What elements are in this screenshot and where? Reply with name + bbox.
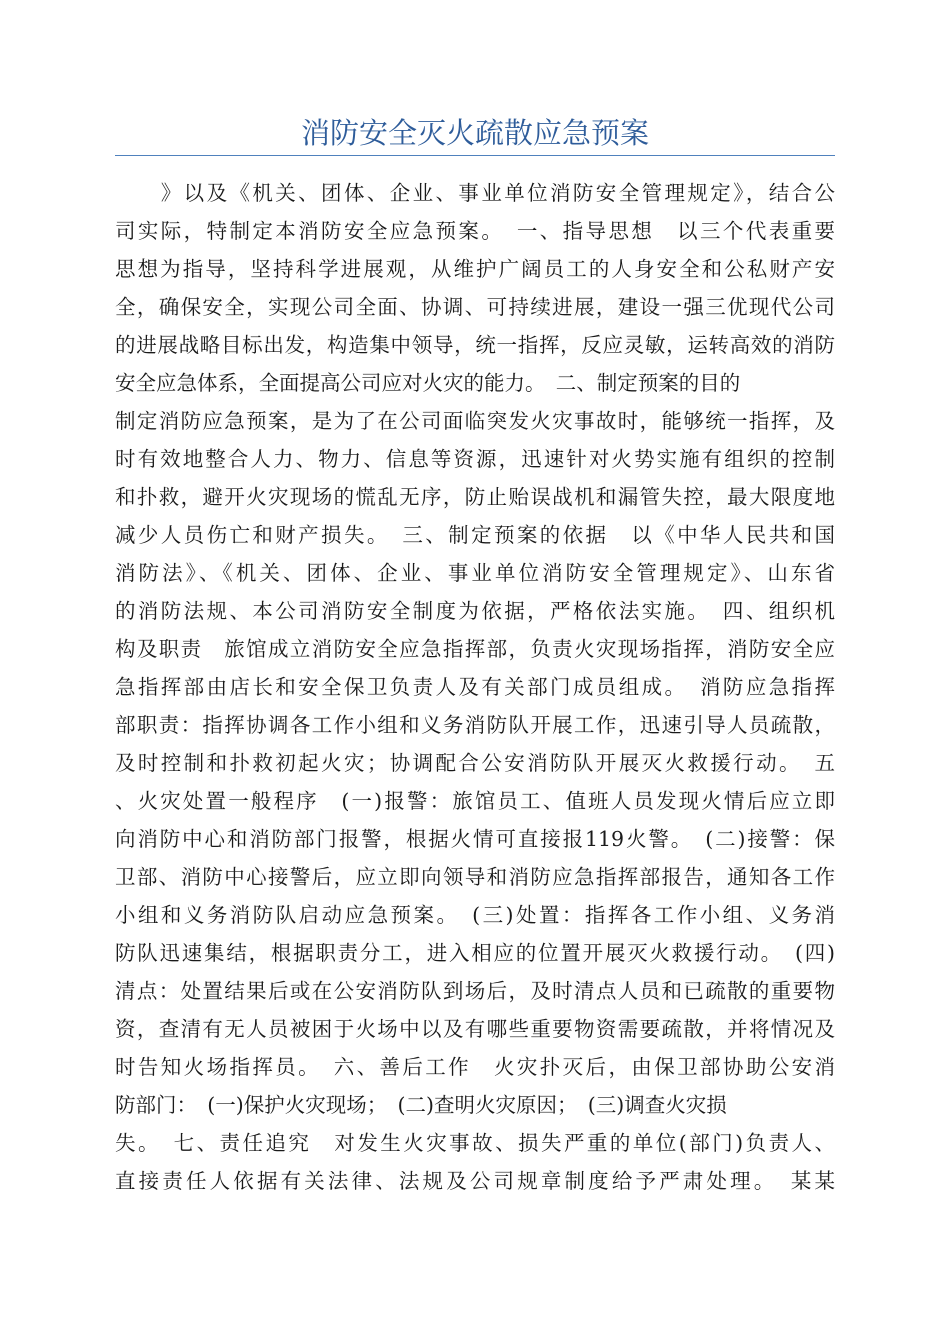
body-line: 构及职责 旅馆成立消防安全应急指挥部，负责火灾现场指挥，消防安全应 (115, 637, 835, 661)
body-line: 消防法》、《机关、团体、企业、事业单位消防安全管理规定》、山东省 (115, 561, 835, 585)
body-line: 清点：处置结果后或在公安消防队到场后，及时清点人员和已疏散的重要物 (115, 979, 835, 1003)
body-line: 直接责任人依据有关法律、法规及公司规章制度给予严肃处理。 某某 (115, 1169, 835, 1193)
body-line: 卫部、消防中心接警后，应立即向领导和消防应急指挥部报告，通知各工作 (115, 865, 835, 889)
body-line: 和扑救，避开火灾现场的慌乱无序，防止贻误战机和漏管失控，最大限度地 (115, 485, 835, 509)
body-line: 部职责：指挥协调各工作小组和义务消防队开展工作，迅速引导人员疏散， (115, 713, 835, 737)
body-line: 资，查清有无人员被困于火场中以及有哪些重要物资需要疏散，并将情况及 (115, 1017, 835, 1041)
body-line: 安全应急体系，全面提高公司应对火灾的能力。 二、制定预案的目的 (115, 371, 741, 395)
body-line: 的进展战略目标出发，构造集中领导，统一指挥，反应灵敏，运转高效的消防 (115, 333, 835, 357)
body-line: 防队迅速集结，根据职责分工，进入相应的位置开展灭火救援行动。 (四) (115, 941, 835, 965)
body-line: 时有效地整合人力、物力、信息等资源，迅速针对火势实施有组织的控制 (115, 447, 835, 471)
body-line: 减少人员伤亡和财产损失。 三、制定预案的依据 以《中华人民共和国 (115, 523, 835, 547)
body-line: 、火灾处置一般程序 (一)报警：旅馆员工、值班人员发现火情后应立即 (115, 789, 835, 813)
body-line: 》以及《机关、团体、企业、事业单位消防安全管理规定》，结合公 (115, 181, 835, 205)
body-line: 急指挥部由店长和安全保卫负责人及有关部门成员组成。 消防应急指挥 (115, 675, 835, 699)
title-divider (115, 155, 835, 156)
body-line: 防部门： (一)保护火灾现场； (二)查明火灾原因； (三)调查火灾损 (115, 1093, 727, 1117)
body-line: 全，确保安全，实现公司全面、协调、可持续进展，建设一强三优现代公司 (115, 295, 835, 319)
body-line: 制定消防应急预案，是为了在公司面临突发火灾事故时，能够统一指挥，及 (115, 409, 835, 433)
body-line: 时告知火场指挥员。 六、善后工作 火灾扑灭后，由保卫部协助公安消 (115, 1055, 835, 1079)
body-line: 司实际，特制定本消防安全应急预案。 一、指导思想 以三个代表重要 (115, 219, 835, 243)
body-line: 向消防中心和消防部门报警，根据火情可直接报119火警。 (二)接警：保 (115, 827, 835, 851)
body-line: 及时控制和扑救初起火灾；协调配合公安消防队开展灭火救援行动。 五 (115, 751, 835, 775)
page-title: 消防安全灭火疏散应急预案 (300, 116, 649, 150)
document-body (115, 174, 835, 1200)
body-line: 的消防法规、本公司消防安全制度为依据，严格依法实施。 四、组织机 (115, 599, 835, 623)
body-line: 小组和义务消防队启动应急预案。 (三)处置：指挥各工作小组、义务消 (115, 903, 835, 927)
body-line: 失。 七、责任追究 对发生火灾事故、损失严重的单位(部门)负责人、 (115, 1131, 835, 1155)
body-line: 思想为指导，坚持科学进展观，从维护广阔员工的人身安全和公私财产安 (115, 257, 835, 281)
